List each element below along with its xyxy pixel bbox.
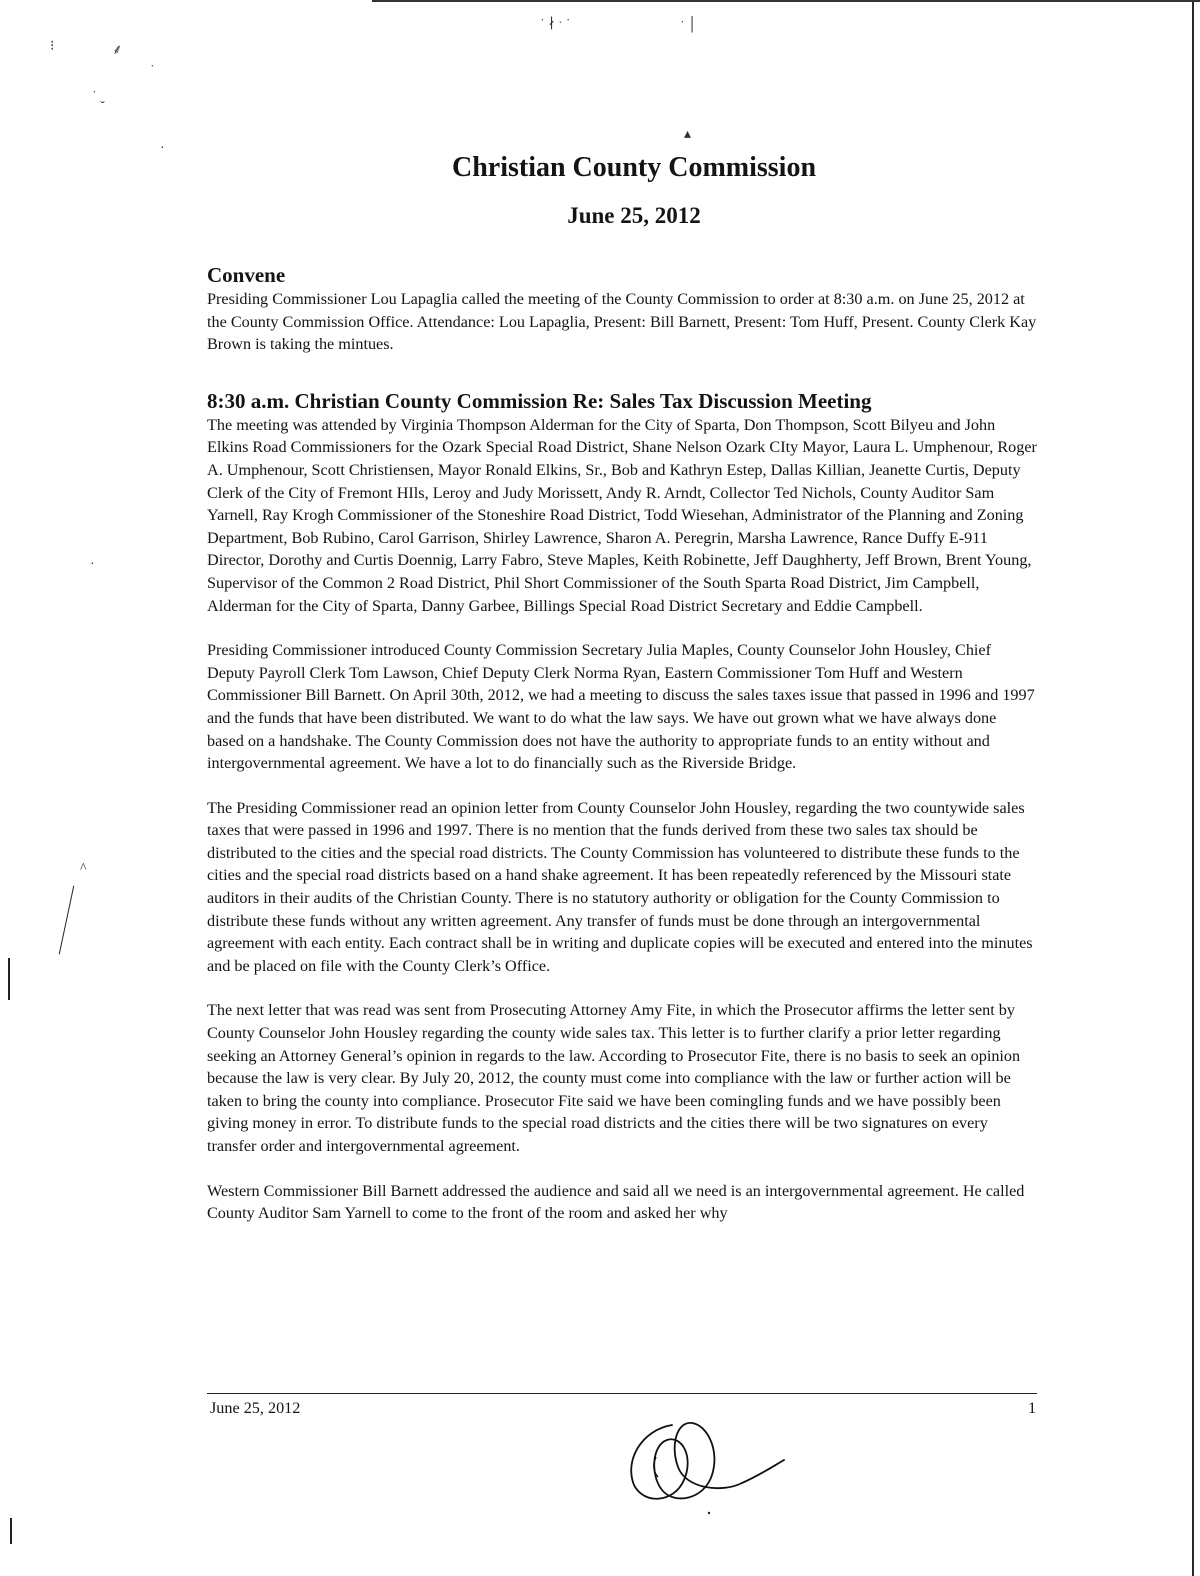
paragraph: Western Commissioner Bill Barnett addressed the audience and said all we need is an intergovernmental agreement. He called County Auditor Sam Yarnell to come to the front of the room and asked her why [207,1181,1025,1223]
paragraph: Presiding Commissioner Lou Lapaglia called the meeting of the County Commission to order at 8:30 a.m. on June 25, 2012 at the County Commission Office. Attendance: Lou Lapaglia, Present: Bill Barnett, Present: Tom Huff, Present. County Clerk Kay Brown is taking the mintues. [207,290,1037,354]
scan-top-line [372,0,1200,2]
section-convene [207,262,1037,356]
paragraph: The next letter that was read was sent from Prosecuting Attorney Amy Fite, in which the Prosecutor affirms the letter sent by County Counselor John Housley regarding the county wide sales tax. This letter is to further clarify a prior letter regarding seeking an Attorney General’s opinion in regards to the law. According to Prosecutor Fite, there is no basis to seek an opinion because the law is very clear. By July 20, 2012, the county must come into compliance with the law or further action will be taken to bring the county into compliance. Prosecutor Fite said we have been comingling funds and we have possibly been giving money in error. To distribute funds to the special road districts and the cities there will be two signatures on every transfer order and intergovernmental agreement. [207,1001,1021,1155]
section-heading: Convene [207,263,286,287]
scan-speck: · [160,141,165,156]
footer-rule [207,1393,1037,1394]
scan-speck: ˙ ׀ [680,19,697,34]
section-heading: 8:30 a.m. Christian County Commission Re: Sales Tax Discussion Meeting [207,388,872,413]
handwritten-initials [612,1405,802,1515]
page-edge-line [1192,0,1194,1576]
paragraph: The Presiding Commissioner read an opinion letter from County Counselor John Housley, regarding the two countywide sales taxes that were passed in 1996 and 1997. There is no mention that the funds derived from these two sales tax should be distributed to the cities and the special road districts. The County Commission has volunteered to distribute these funds to the cities and the special road districts based on a hand shake agreement. It has been repeatedly referenced by the Missouri state auditors in their audits of the Christian County. There is no statutory authority or obligation for the County Commission to distribute these funds without any written agreement. Any transfer of funds must be done through an intergovernmental agreement with each entity. Each contract shall be in writing and duplicate copies will be executed and entered into the minutes and be placed on file with the County Clerk’s Office. [207,798,1033,975]
scan-speck: ▴ [684,127,692,142]
section-sales-tax [207,388,1037,1225]
margin-mark [8,958,10,1000]
footer-date: June 25, 2012 [210,1399,301,1417]
margin-mark [10,1518,12,1544]
document-date: June 25, 2012 [567,203,701,228]
scan-speck: ˙ [150,63,155,78]
margin-mark [59,886,75,955]
document-body [207,262,1037,1247]
document-title: Christian County Commission [451,152,817,183]
scan-speck: ⁝ [50,39,55,54]
scan-speck: ˙ ˬ [92,89,105,104]
scan-speck: ⸙ [112,43,123,58]
scan-speck: ^ [80,861,87,876]
paragraph: Presiding Commissioner introduced County Commission Secretary Julia Maples, County Counselor John Housley, Chief Deputy Payroll Clerk Tom Lawson, Chief Deputy Clerk Norma Ryan, Eastern Commissioner Tom Huff and Western Commissioner Bill Barnett. On April 30th, 2012, we had a meeting to discuss the sales taxes issue that passed in 1996 and 1997 and the funds that have been distributed. We want to do what the law says. We have out grown what we have always done based on a handshake. The County Commission does not have the authority to appropriate funds to an entity without and intergovernmental agreement. We have a lot to do financially such as the Riverside Bridge. [207,641,1035,773]
scan-speck: · [90,557,95,572]
page-number: 1 [1028,1399,1037,1417]
paragraph: The meeting was attended by Virginia Thompson Alderman for the City of Sparta, Don Thompson, Scott Bilyeu and John Elkins Road Commissioners for the Ozark Special Road District, Shane Nelson Ozark CIty Mayor, Laura L. Umphenour, Roger A. Umphenour, Scott Christiensen, Mayor Ronald Elkins, Sr., Bob and Kathryn Estep, Dallas Killian, Jeanette Curtis, Deputy Clerk of the City of Fremont HIls, Leroy and Judy Morissett, Andy R. Arndt, Collector Ted Nichols, County Auditor Sam Yarnell, Ray Krogh Commissioner of the Stoneshire Road District, Todd Wiesehan, Administrator of the Planning and Zoning Department, Bob Rubino, Carol Garrison, Shirley Lawrence, Sharon A. Peregrin, Marsha Lawrence, Rance Duffy E-911 Director, Dorothy and Curtis Doennig, Larry Fabro, Steve Maples, Keith Robinette, Jeff Daughherty, Jeff Brown, Brent Young, Supervisor of the Common 2 Road District, Phil Short Commissioner of the South Sparta Road District, Jim Campbell, Alderman for the City of Sparta, Danny Garbee, Billings Special Road District Secretary and Eddie Campbell. [207,415,1037,615]
scan-speck: ˙ ∤ ˑ ˙ [540,17,571,32]
